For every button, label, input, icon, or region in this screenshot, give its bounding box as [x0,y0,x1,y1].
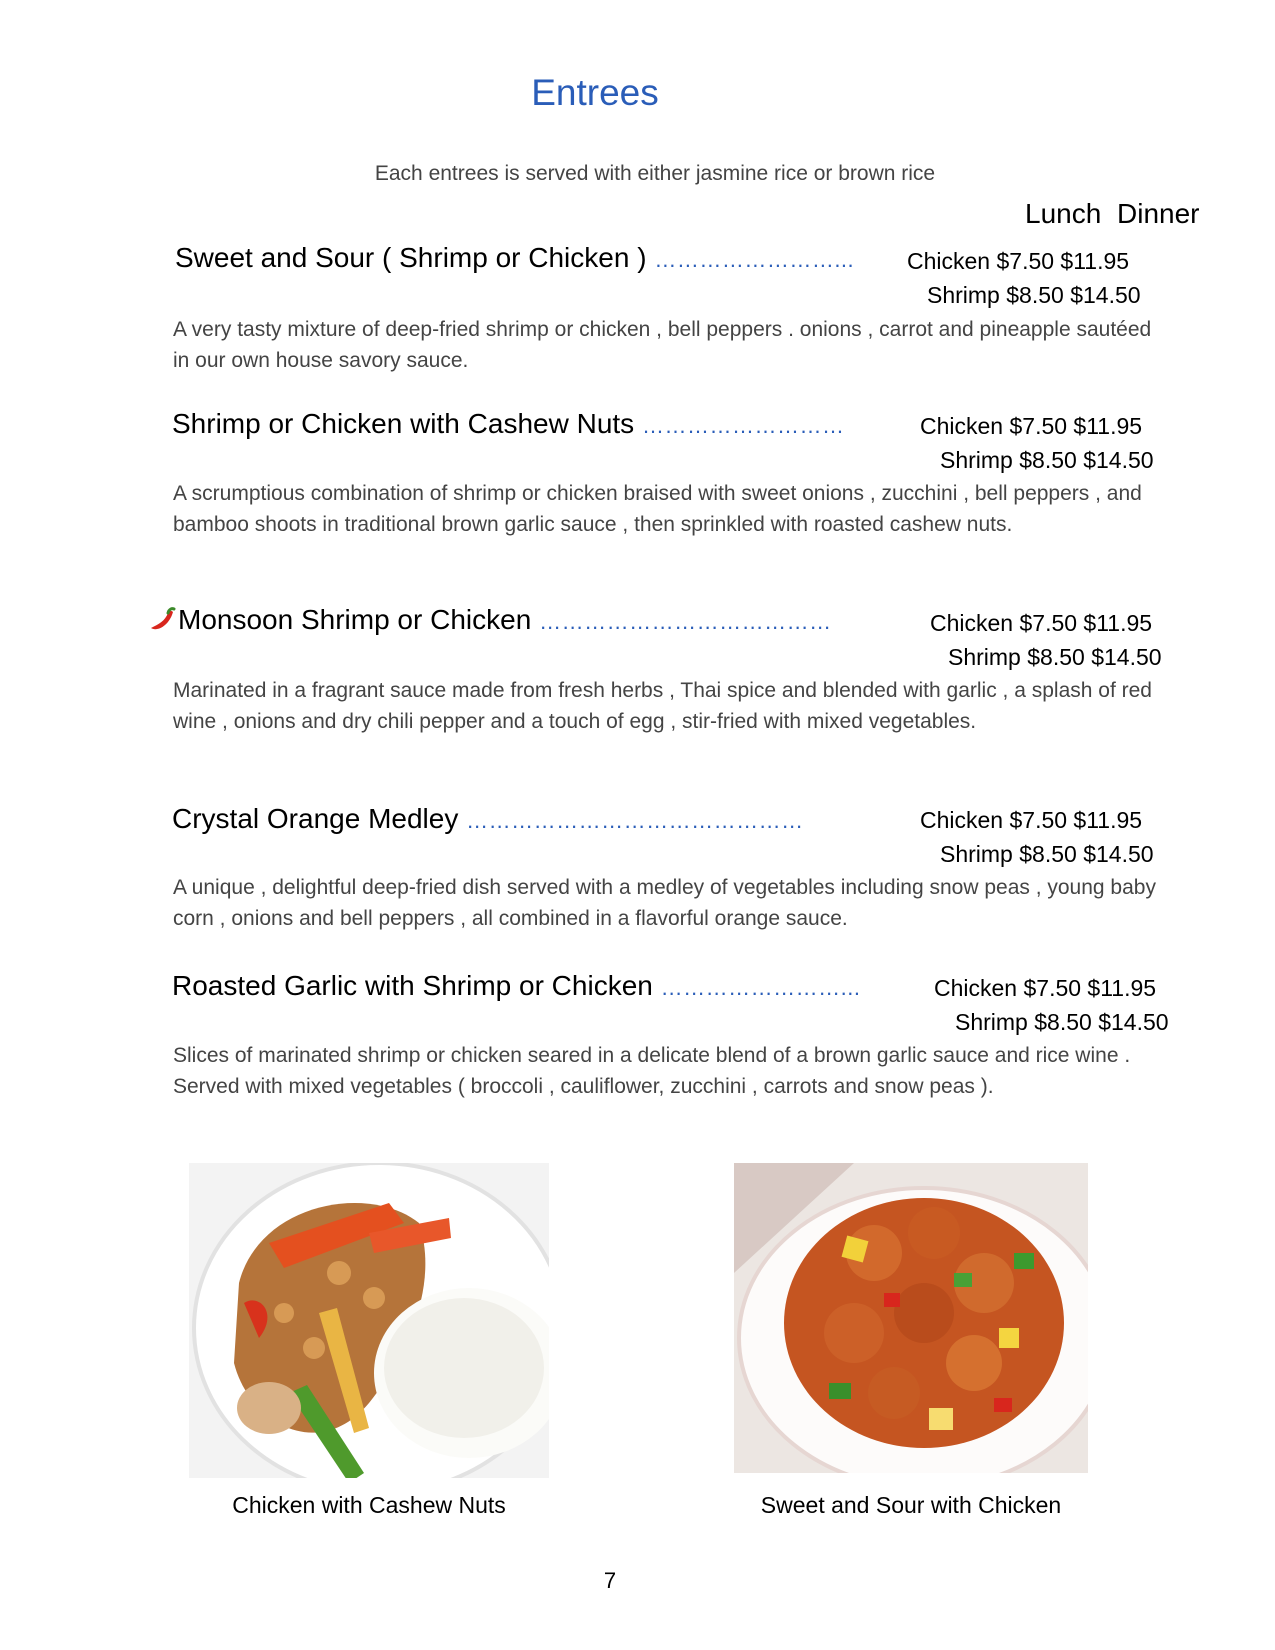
column-head-dinner: Dinner [1117,198,1200,229]
price-shrimp: Shrimp $8.50 $14.50 [940,447,1154,473]
entry-name-cashew-nuts [172,408,844,440]
entry-name-monsoon [178,604,832,636]
page-number: 7 [603,1568,617,1593]
entry-name-text: Shrimp or Chicken with Cashew Nuts [172,408,635,439]
price-chicken: Chicken $7.50 $11.95 [920,807,1143,833]
leader-dots: ……………………... [660,975,861,1000]
entry-description: A unique , delightful deep-fried dish served with a medley of vegetables including snow peas , young baby corn , onions and bell peppers , all combined in a flavorful orange sauce. [173,876,1156,930]
chili-pepper-icon [147,606,177,634]
price-shrimp: Shrimp $8.50 $14.50 [927,282,1141,308]
photo-caption: Sweet and Sour with Chicken [760,1492,1062,1518]
leader-dots: ……………………... [654,247,855,272]
photo-caption: Chicken with Cashew Nuts [232,1492,506,1518]
entry-description: A scrumptious combination of shrimp or chicken braised with sweet onions , zucchini , bell peppers , and bamboo shoots in traditional brown garlic sauce , then sprinkled with roasted cashew nuts. [173,482,1142,536]
price-chicken: Chicken $7.50 $11.95 [934,975,1157,1001]
price-shrimp: Shrimp $8.50 $14.50 [955,1009,1169,1035]
rice-note: Each entrees is served with either jasmine rice or brown rice [374,162,936,185]
leader-dots: ……………………… [641,413,845,438]
entry-description: Marinated in a fragrant sauce made from fresh herbs , Thai spice and blended with garlic , a splash of red wine , onions and dry chili pepper and a touch of egg , stir-fried with mixed vegetables. [173,679,1152,733]
entry-name-text: Monsoon Shrimp or Chicken [178,604,532,635]
entry-name-crystal-orange [172,803,804,835]
page-title: Entrees [531,72,659,113]
entry-name-text: Sweet and Sour ( Shrimp or Chicken ) [175,242,647,273]
entry-description: Slices of marinated shrimp or chicken seared in a delicate blend of a brown garlic sauce and rice wine . Served with mixed vegetables ( broccoli , cauliflower, zucchini , carrots and snow peas ). [173,1044,1131,1098]
photo-sweet-and-sour [734,1163,1088,1473]
price-chicken: Chicken $7.50 $11.95 [920,413,1143,439]
entry-name-text: Roasted Garlic with Shrimp or Chicken [172,970,653,1001]
entry-name-roasted-garlic [172,970,860,1002]
entry-name-text: Crystal Orange Medley [172,803,459,834]
column-head-lunch: Lunch [1025,198,1102,229]
leader-dots: ……………………………………… [466,808,804,833]
price-shrimp: Shrimp $8.50 $14.50 [940,841,1154,867]
price-chicken: Chicken $7.50 $11.95 [930,610,1153,636]
price-chicken: Chicken $7.50 $11.95 [907,248,1130,274]
photo-cashew-chicken [189,1163,549,1478]
entry-name-sweet-and-sour [175,242,854,274]
price-shrimp: Shrimp $8.50 $14.50 [948,644,1162,670]
leader-dots: ………………………………… [539,609,832,634]
entry-description: A very tasty mixture of deep-fried shrimp or chicken , bell peppers . onions , carrot and pineapple sautéed in our own house savory sauce. [173,318,1152,372]
